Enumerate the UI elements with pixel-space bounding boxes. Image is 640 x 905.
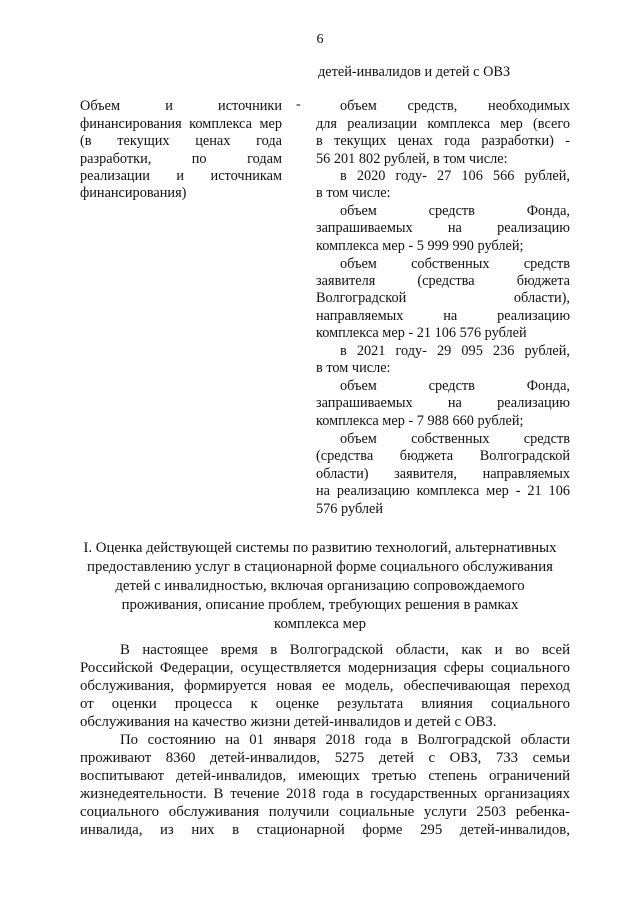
detail-line: в 2021 году- 29 095 236 рублей, xyxy=(340,343,570,359)
label-line: финансирования) xyxy=(80,185,187,201)
detail-line: объем собственных средств xyxy=(340,431,570,447)
paragraph-line: инвалида, из них в стационарной форме 295 детей-инвалидов, xyxy=(80,822,570,838)
detail-line: запрашиваемых на реализацию xyxy=(316,395,570,411)
detail-line: направляемых на реализацию xyxy=(316,308,570,324)
heading-line: детей с инвалидностью, включая организацию сопровождаемого xyxy=(115,578,525,594)
separator-dash: - xyxy=(296,97,301,112)
paragraph-line: жизнедеятельности. В течение 2018 года в государственных организациях xyxy=(80,786,570,802)
label-line: разработки, по годам xyxy=(80,151,282,167)
heading-line: комплекса мер xyxy=(274,616,366,632)
detail-line: для реализации комплекса мер (всего xyxy=(316,116,570,132)
heading-line: I. Оценка действующей системы по развитию технологий, альтернативных xyxy=(83,540,557,556)
detail-line: области) заявителя, направляемых xyxy=(316,466,570,482)
detail-line: комплекса мер - 21 106 576 рублей xyxy=(316,325,527,341)
detail-line: (средства бюджета Волгоградской xyxy=(316,448,570,464)
detail-line: 576 рублей xyxy=(316,501,383,517)
paragraph-line: от оценки процесса к оценке результата влияния социального xyxy=(80,696,570,712)
continuation-line: детей-инвалидов и детей с ОВЗ xyxy=(318,64,511,80)
heading-line: проживания, описание проблем, требующих решения в рамках xyxy=(121,597,519,613)
label-line: финансирования комплекса мер xyxy=(80,116,282,132)
label-line: (в текущих ценах года xyxy=(80,133,282,149)
detail-line: комплекса мер - 5 999 990 рублей; xyxy=(316,238,524,254)
label-line: реализации и источникам xyxy=(80,168,282,184)
paragraph-line: социального обслуживания получили социальные услуги 2503 ребенка- xyxy=(80,804,570,820)
paragraph-line: проживают 8360 детей-инвалидов, 5275 детей с ОВЗ, 733 семьи xyxy=(80,750,570,766)
detail-line: объем средств Фонда, xyxy=(340,203,570,219)
detail-line: в том числе: xyxy=(316,185,391,201)
section-heading xyxy=(60,539,580,634)
detail-line: 56 201 802 рублей, в том числе: xyxy=(316,151,508,167)
detail-line: в текущих ценах года разработки) - xyxy=(316,133,570,149)
detail-line: в том числе: xyxy=(316,360,391,376)
detail-line: заявителя (средства бюджета xyxy=(316,273,570,289)
paragraph-line: обслуживания на качество жизни детей-инвалидов и детей с ОВЗ. xyxy=(80,714,497,730)
detail-line: запрашиваемых на реализацию xyxy=(316,220,570,236)
detail-line: Волгоградской области), xyxy=(316,290,570,306)
detail-line: объем средств Фонда, xyxy=(340,378,570,394)
detail-line: в 2020 году- 27 106 566 рублей, xyxy=(340,168,570,184)
detail-line: объем собственных средств xyxy=(340,256,570,272)
label-line: Объем и источники xyxy=(80,98,282,114)
paragraph-line: обслуживания, формируется новая ее модель, обеспечивающая переход xyxy=(80,678,570,694)
detail-line: объем средств, необходимых xyxy=(340,98,570,114)
detail-line: комплекса мер - 7 988 660 рублей; xyxy=(316,413,524,429)
paragraph-line: воспитывают детей-инвалидов, имеющих третью степень ограничений xyxy=(80,768,570,784)
paragraph-line: По состоянию на 01 января 2018 года в Волгоградской области xyxy=(120,732,570,748)
heading-line: предоставлению услуг в стационарной форме социального обслуживания xyxy=(87,559,553,575)
detail-line: на реализацию комплекса мер - 21 106 xyxy=(316,483,570,499)
paragraph-line: В настоящее время в Волгоградской области, как и во всей xyxy=(120,642,570,658)
paragraph-line: Российской Федерации, осуществляется модернизация сферы социального xyxy=(80,660,570,676)
page-number: 6 xyxy=(316,32,324,47)
